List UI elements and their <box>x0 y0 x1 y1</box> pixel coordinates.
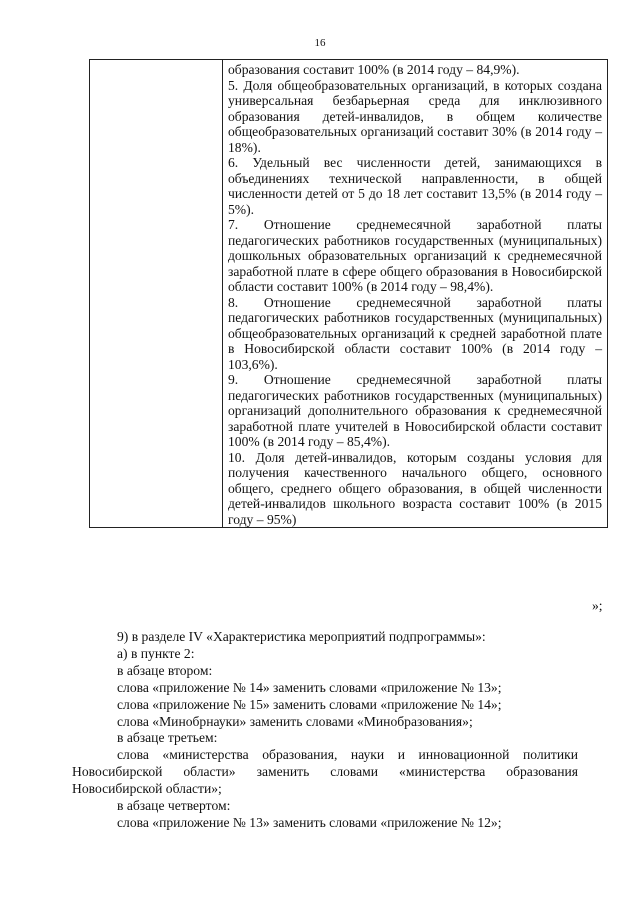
table-left-cell <box>90 60 223 528</box>
indicator-item: 6. Удельный вес численности детей, занимающихся в объединениях технической направленности, в общей численности детей от 5 до 18 лет составит 13,5% (в 2014 году – 5%). <box>228 155 602 217</box>
indicator-item: 8. Отношение среднемесячной заработной платы педагогических работников государственных (муниципальных) общеобразовательных организаций к средней заработной плате в Новосибирской области составит 100% (в 2014 году – 103,6%). <box>228 294 602 372</box>
indicator-item: 9. Отношение среднемесячной заработной платы педагогических работников государственных (муниципальных) организаций дополнительного образования к среднемесячной заработной плате учителей в Новосибирской области составит 100% (в 2014 году – 85,4%). <box>228 372 602 449</box>
table-right-cell <box>223 60 608 528</box>
paragraph: слова «Минобрнауки» заменить словами «Минобразования»; <box>117 713 473 729</box>
indicator-item: 7. Отношение среднемесячной заработной платы педагогических работников государственных (муниципальных) дошкольных образовательных организаций к среднемесячной заработной плате в сфере общего образования в Новосибирской области составит 100% (в 2014 году – 98,4%). <box>228 217 602 294</box>
indicator-item: 5. Доля общеобразовательных организаций, в которых создана универсальная безбарьерная среда для инклюзивного образования детей-инвалидов, в общем количестве общеобразовательных организаций составит 30% (в 2014 году – 18%). <box>228 77 602 155</box>
paragraph: а) в пункте 2: <box>117 645 195 661</box>
paragraph: слова «приложение № 13» заменить словами «приложение № 12»; <box>117 814 502 830</box>
table-closing-quote: »; <box>592 598 603 613</box>
indicator-item: 10. Доля детей-инвалидов, которым созданы условия для получения качественного начального общего, основного общего, среднего общего образования, в общей численности детей-инвалидов школьного возраста составит 100% (в 2015 году – 95%) <box>228 449 602 527</box>
paragraph: в абзаце втором: <box>117 662 213 678</box>
amendments-text <box>72 629 578 832</box>
indicator-item: образования составит 100% (в 2014 году – 84,9%). <box>228 62 520 77</box>
indicators-table <box>89 59 608 528</box>
paragraph: в абзаце третьем: <box>117 730 218 746</box>
paragraph: в абзаце четвертом: <box>117 798 231 814</box>
paragraph: слова «приложение № 15» заменить словами «приложение № 14»; <box>117 696 502 712</box>
page-number: 16 <box>314 37 326 49</box>
paragraph: слова «приложение № 14» заменить словами «приложение № 13»; <box>117 679 502 695</box>
paragraph: 9) в разделе IV «Характеристика мероприятий подпрограммы»: <box>117 629 486 644</box>
paragraph: слова «министерства образования, науки и инновационной политики Новосибирской области» заменить словами «министерства образования Новосибирской области»; <box>72 747 578 797</box>
